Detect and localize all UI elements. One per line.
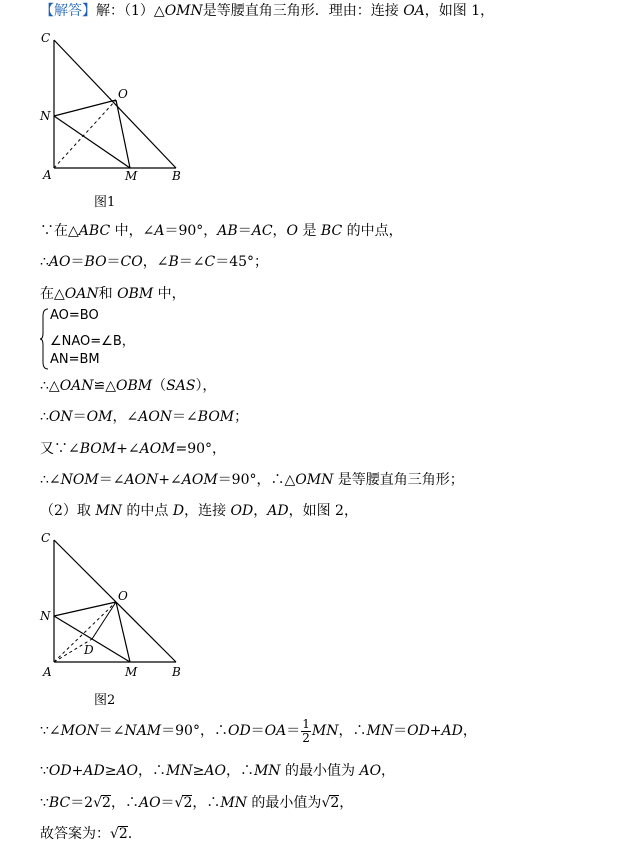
- point-label-a: A: [43, 168, 52, 182]
- line-11: ∵BC＝2√2，∴AO＝√2，∴MN 的最小值为√2，: [40, 795, 354, 811]
- solution-header: 【解答】解：（1）△OMN是等腰直角三角形．理由：连接 OA，如图 1，: [40, 3, 495, 19]
- figure-2-caption: 图2: [94, 693, 116, 708]
- line-7: ∴∠NOM＝∠AON+∠AOM＝90°，∴△OMN 是等腰直角三角形；: [40, 472, 464, 488]
- line-3: 在△OAN和 OBM 中，: [40, 286, 186, 302]
- answer-tag: 【解答】: [40, 3, 96, 19]
- line-4: ∴△OAN≌△OBM（SAS），: [40, 378, 217, 394]
- sqrt-two: 2: [118, 826, 128, 842]
- point-label-d: D: [84, 643, 94, 657]
- figure-2-diagram: [36, 530, 196, 685]
- segment-od: [92, 602, 116, 639]
- point-label-a: A: [43, 665, 52, 679]
- point-label-m: M: [125, 169, 138, 183]
- point-label-b: B: [172, 169, 181, 183]
- segment-om: [116, 100, 130, 168]
- line-2: ∴AO＝BO＝CO，∠B＝∠C＝45°；: [40, 254, 269, 270]
- sqrt-two: 2: [102, 795, 111, 811]
- figure-1-diagram: [36, 30, 196, 185]
- point-label-c: C: [41, 531, 51, 545]
- point-label-o: O: [118, 589, 128, 603]
- condition-3: AN=BM: [50, 352, 100, 367]
- sqrt-two: 2: [330, 795, 340, 811]
- line-8: （2）取 MN 的中点 D，连接 OD，AD，如图 2，: [40, 503, 358, 519]
- point-label-n: N: [40, 609, 51, 623]
- line-5: ∴ON＝OM，∠AON＝∠BOM；: [40, 409, 249, 425]
- line-10: ∵OD+AD≥AO，∴MN≥AO，∴MN 的最小值为 AO，: [40, 763, 396, 779]
- line-6: 又∵∠BOM+∠AOM=90°，: [40, 441, 227, 457]
- left-brace-icon: [40, 308, 50, 370]
- fraction-one-half: $\frac{1}{2}$: [302, 716, 310, 745]
- point-label-o: O: [118, 87, 128, 101]
- condition-1: AO=BO: [50, 308, 99, 323]
- figure-1-caption: 图1: [94, 195, 116, 210]
- condition-2: ∠NAO=∠B，: [50, 334, 135, 349]
- segment-no: [54, 602, 116, 616]
- segment-om: [116, 602, 130, 662]
- line-9: ∵∠MON＝∠NAM＝90°，∴OD＝OA＝ $\frac{1}{2}$ MN，∴MN＝OD+AD，: [40, 716, 477, 745]
- segment-no: [54, 100, 116, 116]
- point-label-b: B: [172, 665, 181, 679]
- point-label-c: C: [41, 31, 51, 45]
- segment-ao-dashed: [54, 100, 116, 168]
- sqrt-two: 2: [183, 795, 193, 811]
- point-label-m: M: [125, 665, 138, 679]
- point-label-n: N: [40, 109, 51, 123]
- line-1: ∵在△ABC 中，∠A＝90°，AB＝AC，O 是 BC 的中点，: [40, 223, 403, 239]
- segment-cb: [54, 40, 176, 168]
- line-12: 故答案为：√2．: [40, 826, 142, 842]
- segment-nm: [54, 116, 130, 168]
- congruence-conditions: [40, 308, 240, 374]
